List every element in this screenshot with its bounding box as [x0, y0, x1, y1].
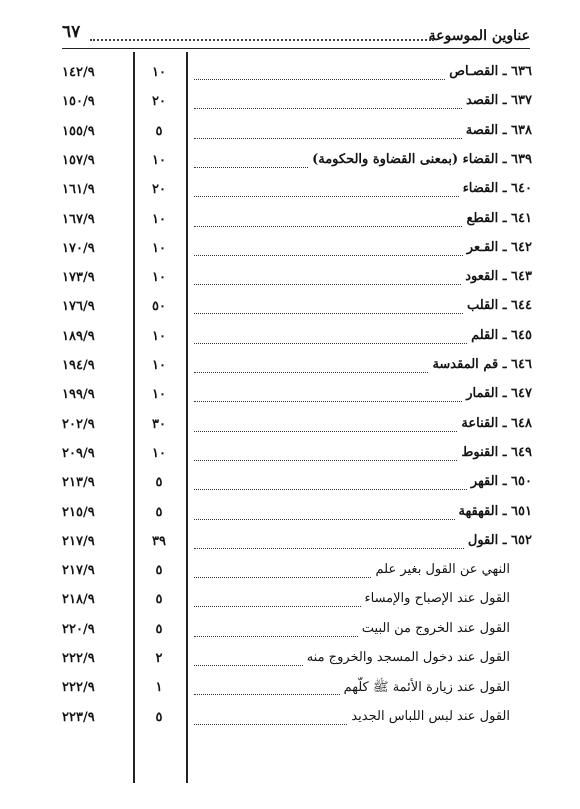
toc-entry	[62, 207, 532, 235]
dot-leader	[194, 284, 461, 285]
entry-reference: ٢١٥/٩	[62, 505, 95, 520]
toc-entry	[62, 441, 532, 469]
dot-leader	[194, 372, 428, 373]
entry-count: ٥	[155, 505, 163, 520]
entry-title: ٦٤٠ ـ القضاء	[462, 181, 532, 196]
toc-subentry	[62, 646, 532, 674]
entry-count: ٢٠	[152, 182, 166, 197]
toc-entry	[62, 353, 532, 381]
subentry-title: القول عند الخروج من البيت	[361, 621, 510, 636]
entry-title: ٦٥٠ ـ القهر	[470, 474, 532, 489]
page-number: ٦٧	[62, 22, 81, 42]
dot-leader	[194, 255, 463, 256]
entry-title: ٦٣٨ ـ القصة	[465, 123, 532, 138]
entry-reference: ٢١٧/٩	[62, 534, 95, 549]
dot-leader	[194, 167, 308, 168]
entry-title: ٦٣٧ ـ القصد	[465, 93, 532, 108]
entry-count: ٢	[155, 651, 163, 666]
entry-count: ١٠	[152, 446, 166, 461]
toc-subentry	[62, 587, 532, 615]
entry-reference: ٢١٣/٩	[62, 475, 95, 490]
entry-reference: ١٧٣/٩	[62, 270, 95, 285]
entry-count: ٢٠	[152, 94, 166, 109]
entry-reference: ٢١٨/٩	[62, 592, 95, 607]
entry-title: ٦٤٨ ـ القناعة	[461, 416, 532, 431]
toc-entry	[62, 470, 532, 498]
entry-count: ٣٩	[152, 534, 166, 549]
toc-entry	[62, 324, 532, 352]
entry-count: ٥	[155, 622, 163, 637]
entry-count: ١٠	[152, 153, 166, 168]
toc-entry	[62, 177, 532, 205]
dot-leader	[194, 79, 445, 80]
toc-entry	[62, 236, 532, 264]
toc-entry	[62, 529, 532, 557]
toc-subentry	[62, 675, 532, 703]
dot-leader	[194, 577, 371, 578]
subentry-title: القول عند لبس اللباس الجديد	[351, 709, 510, 724]
subentry-title: القول عند الإصباح والإمساء	[364, 591, 510, 606]
entry-reference: ٢٠٩/٩	[62, 446, 95, 461]
toc-subentry	[62, 617, 532, 645]
dot-leader	[194, 138, 462, 139]
entry-reference: ١٩٤/٩	[62, 358, 95, 373]
entry-count: ٥	[155, 563, 163, 578]
dot-leader	[194, 401, 462, 402]
entry-count: ١٠	[152, 241, 166, 256]
toc-entry	[62, 500, 532, 528]
entry-reference: ١٧٦/٩	[62, 299, 95, 314]
toc-entry	[62, 294, 532, 322]
entry-count: ٥٠	[152, 299, 166, 314]
toc-subentry	[62, 705, 532, 733]
toc-entry	[62, 89, 532, 117]
entry-title: ٦٤٢ ـ القـعر	[466, 240, 532, 255]
entry-reference: ٢٢٢/٩	[62, 651, 95, 666]
toc-entry	[62, 265, 532, 293]
entry-count: ١٠	[152, 329, 166, 344]
entry-count: ٣٠	[152, 417, 166, 432]
dot-leader	[194, 724, 347, 725]
entry-title: ٦٤١ ـ القطع	[466, 211, 532, 226]
dot-leader	[194, 431, 457, 432]
header-leader-dots	[90, 39, 434, 41]
dot-leader	[194, 548, 464, 549]
entry-reference: ١٦١/٩	[62, 182, 95, 197]
entry-title: ٦٣٩ ـ القضاء (بمعنى القضاوة والحكومة)	[312, 152, 532, 167]
dot-leader	[194, 196, 459, 197]
entry-count: ١٠	[152, 270, 166, 285]
toc-entry	[62, 148, 532, 176]
entry-title: ٦٤٩ ـ القنوط	[461, 445, 532, 460]
entry-count: ١٠	[152, 358, 166, 373]
entry-count: ٥	[155, 124, 163, 139]
entry-reference: ١٦٧/٩	[62, 212, 95, 227]
dot-leader	[194, 226, 462, 227]
entry-count: ٥	[155, 475, 163, 490]
dot-leader	[194, 694, 340, 695]
dot-leader	[194, 636, 358, 637]
entry-count: ١٠	[152, 65, 166, 80]
entry-count: ١٠	[152, 212, 166, 227]
entry-reference: ٢١٧/٩	[62, 563, 95, 578]
dot-leader	[194, 519, 455, 520]
entry-reference: ٢٢٠/٩	[62, 622, 95, 637]
entry-title: ٦٤٧ ـ القمار	[466, 386, 532, 401]
entry-title: ٦٥٢ ـ القول	[467, 533, 532, 548]
dot-leader	[194, 606, 361, 607]
entry-reference: ١٥٠/٩	[62, 94, 95, 109]
entry-title: ٦٤٣ ـ القعود	[465, 269, 532, 284]
entry-reference: ٢٢٣/٩	[62, 710, 95, 725]
entry-title: ٦٥١ ـ القهقهة	[458, 504, 532, 519]
running-header	[62, 14, 530, 49]
entry-reference: ١٨٩/٩	[62, 329, 95, 344]
toc-entry	[62, 382, 532, 410]
dot-leader	[194, 313, 463, 314]
entry-title: ٦٣٦ ـ القصـاص	[449, 64, 532, 79]
entry-reference: ٢٠٢/٩	[62, 417, 95, 432]
dot-leader	[194, 343, 467, 344]
entry-reference: ١٧٠/٩	[62, 241, 95, 256]
entry-reference: ١٥٥/٩	[62, 124, 95, 139]
dot-leader	[194, 108, 462, 109]
entry-reference: ١٥٧/٩	[62, 153, 95, 168]
toc-subentry	[62, 558, 532, 586]
subentry-title: القول عند زيارة الأئمة ﷺ كلّهم	[343, 680, 510, 695]
dot-leader	[194, 460, 457, 461]
entry-title: ٦٤٥ ـ القلم	[471, 328, 532, 343]
dot-leader	[194, 489, 467, 490]
entry-count: ٥	[155, 592, 163, 607]
subentry-title: القول عند دخول المسجد والخروج منه	[306, 650, 510, 665]
entry-reference: ١٤٢/٩	[62, 65, 95, 80]
entry-reference: ١٩٩/٩	[62, 387, 95, 402]
entry-count: ١٠	[152, 387, 166, 402]
entry-reference: ٢٢٢/٩	[62, 680, 95, 695]
entry-title: ٦٤٤ ـ القلب	[466, 298, 532, 313]
toc-entry	[62, 412, 532, 440]
subentry-title: النهي عن القول بغير علم	[375, 562, 510, 577]
entry-count: ٥	[155, 710, 163, 725]
toc-entry	[62, 119, 532, 147]
entry-count: ١	[155, 680, 163, 695]
entry-title: ٦٤٦ ـ قم المقدسة	[432, 357, 532, 372]
header-title: عناوين الموسوعة	[428, 28, 530, 44]
toc-entry	[62, 60, 532, 88]
dot-leader	[194, 665, 303, 666]
